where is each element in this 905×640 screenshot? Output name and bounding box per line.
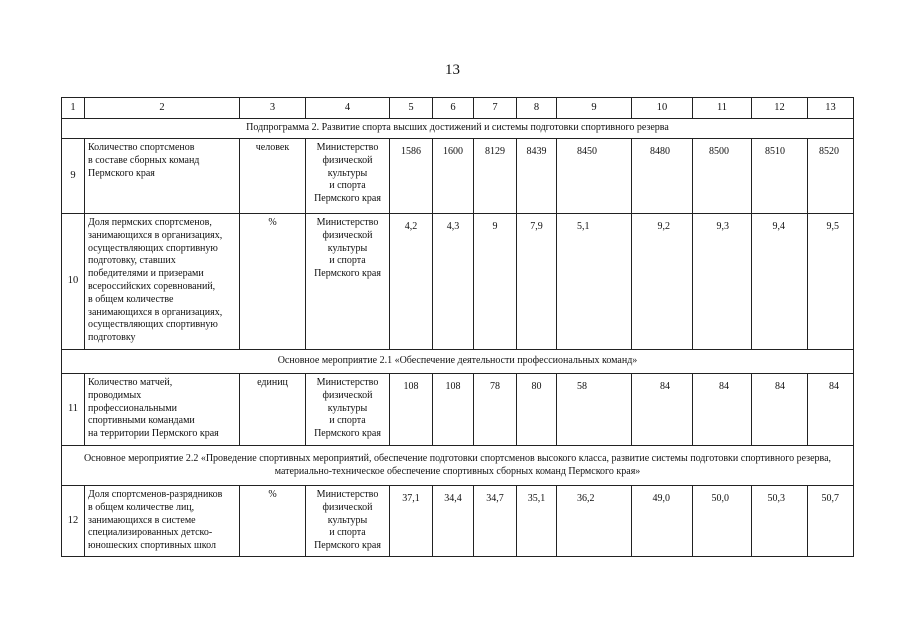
section-heading: Основное мероприятие 2.1 «Обеспечение деятельности профессиональных команд» <box>62 350 854 374</box>
indicator-name: Количество спортсменов в составе сборных команд Пермского края <box>85 139 240 214</box>
indicator-value: 58 <box>557 374 632 446</box>
indicator-row <box>62 486 854 557</box>
indicators-table <box>61 97 854 557</box>
indicator-value: 8520 <box>808 139 854 214</box>
indicator-value: 35,1 <box>517 486 557 557</box>
row-number: 9 <box>62 139 85 214</box>
indicator-value: 8129 <box>474 139 517 214</box>
indicator-name: Доля спортсменов-разрядников в общем количестве лиц, занимающихся в системе специализированных детско- юношеских спортивных школ <box>85 486 240 557</box>
column-number-header: 7 <box>474 98 517 119</box>
indicator-row <box>62 139 854 214</box>
column-number-header: 11 <box>693 98 752 119</box>
indicator-value: 5,1 <box>557 214 632 350</box>
indicator-value: 4,2 <box>390 214 433 350</box>
indicator-value: 9,5 <box>808 214 854 350</box>
responsible-body: Министерство физической культуры и спорта Пермского края <box>306 374 390 446</box>
indicator-value: 9,4 <box>752 214 808 350</box>
indicator-value: 4,3 <box>433 214 474 350</box>
indicator-value: 84 <box>752 374 808 446</box>
unit-of-measure: единиц <box>240 374 306 446</box>
indicator-value: 9,2 <box>632 214 693 350</box>
indicator-value: 34,4 <box>433 486 474 557</box>
unit-of-measure: % <box>240 214 306 350</box>
indicator-value: 36,2 <box>557 486 632 557</box>
indicator-value: 9 <box>474 214 517 350</box>
row-number: 10 <box>62 214 85 350</box>
indicator-value: 80 <box>517 374 557 446</box>
indicator-value: 84 <box>632 374 693 446</box>
responsible-body: Министерство физической культуры и спорта Пермского края <box>306 486 390 557</box>
unit-of-measure: человек <box>240 139 306 214</box>
responsible-body: Министерство физической культуры и спорта Пермского края <box>306 214 390 350</box>
indicator-value: 50,0 <box>693 486 752 557</box>
column-number-header: 9 <box>557 98 632 119</box>
column-number-header: 6 <box>433 98 474 119</box>
indicator-value: 7,9 <box>517 214 557 350</box>
section-heading: Основное мероприятие 2.2 «Проведение спортивных мероприятий, обеспечение подготовки спортсменов высокого класса, развитие системы подготовки спортивного резерва, материально-техническое обеспечение спортивных сборных команд Пермского края» <box>62 446 854 486</box>
row-number: 12 <box>62 486 85 557</box>
indicator-value: 84 <box>693 374 752 446</box>
indicator-value: 9,3 <box>693 214 752 350</box>
column-number-header: 2 <box>85 98 240 119</box>
column-number-header: 13 <box>808 98 854 119</box>
indicator-name: Доля пермских спортсменов, занимающихся в организациях, осуществляющих спортивную подготовку, ставших победителями и призерами всероссийских соревнований, в общем количестве занимающихся в организациях, осуществляющих спортивную подготовку <box>85 214 240 350</box>
indicator-value: 8480 <box>632 139 693 214</box>
section-heading-row <box>62 119 854 139</box>
column-number-header: 8 <box>517 98 557 119</box>
indicator-value: 8450 <box>557 139 632 214</box>
indicator-value: 8510 <box>752 139 808 214</box>
indicator-value: 8500 <box>693 139 752 214</box>
column-number-header: 10 <box>632 98 693 119</box>
section-heading-row <box>62 350 854 374</box>
column-number-header: 3 <box>240 98 306 119</box>
column-number-header: 5 <box>390 98 433 119</box>
indicator-value: 8439 <box>517 139 557 214</box>
indicator-value: 1586 <box>390 139 433 214</box>
indicator-value: 34,7 <box>474 486 517 557</box>
indicator-value: 108 <box>390 374 433 446</box>
column-number-header: 1 <box>62 98 85 119</box>
indicator-value: 84 <box>808 374 854 446</box>
indicator-value: 1600 <box>433 139 474 214</box>
column-number-header: 4 <box>306 98 390 119</box>
row-number: 11 <box>62 374 85 446</box>
section-heading: Подпрограмма 2. Развитие спорта высших достижений и системы подготовки спортивного резерва <box>62 119 854 139</box>
indicator-value: 50,3 <box>752 486 808 557</box>
table-header-row <box>62 98 854 119</box>
page-number: 13 <box>445 62 460 78</box>
column-number-header: 12 <box>752 98 808 119</box>
indicator-value: 49,0 <box>632 486 693 557</box>
indicator-value: 108 <box>433 374 474 446</box>
indicator-row <box>62 374 854 446</box>
indicator-name: Количество матчей, проводимых профессиональными спортивными командами на территории Пермского края <box>85 374 240 446</box>
section-heading-row <box>62 446 854 486</box>
responsible-body: Министерство физической культуры и спорта Пермского края <box>306 139 390 214</box>
unit-of-measure: % <box>240 486 306 557</box>
indicator-value: 78 <box>474 374 517 446</box>
indicator-value: 37,1 <box>390 486 433 557</box>
indicator-value: 50,7 <box>808 486 854 557</box>
indicator-row <box>62 214 854 350</box>
